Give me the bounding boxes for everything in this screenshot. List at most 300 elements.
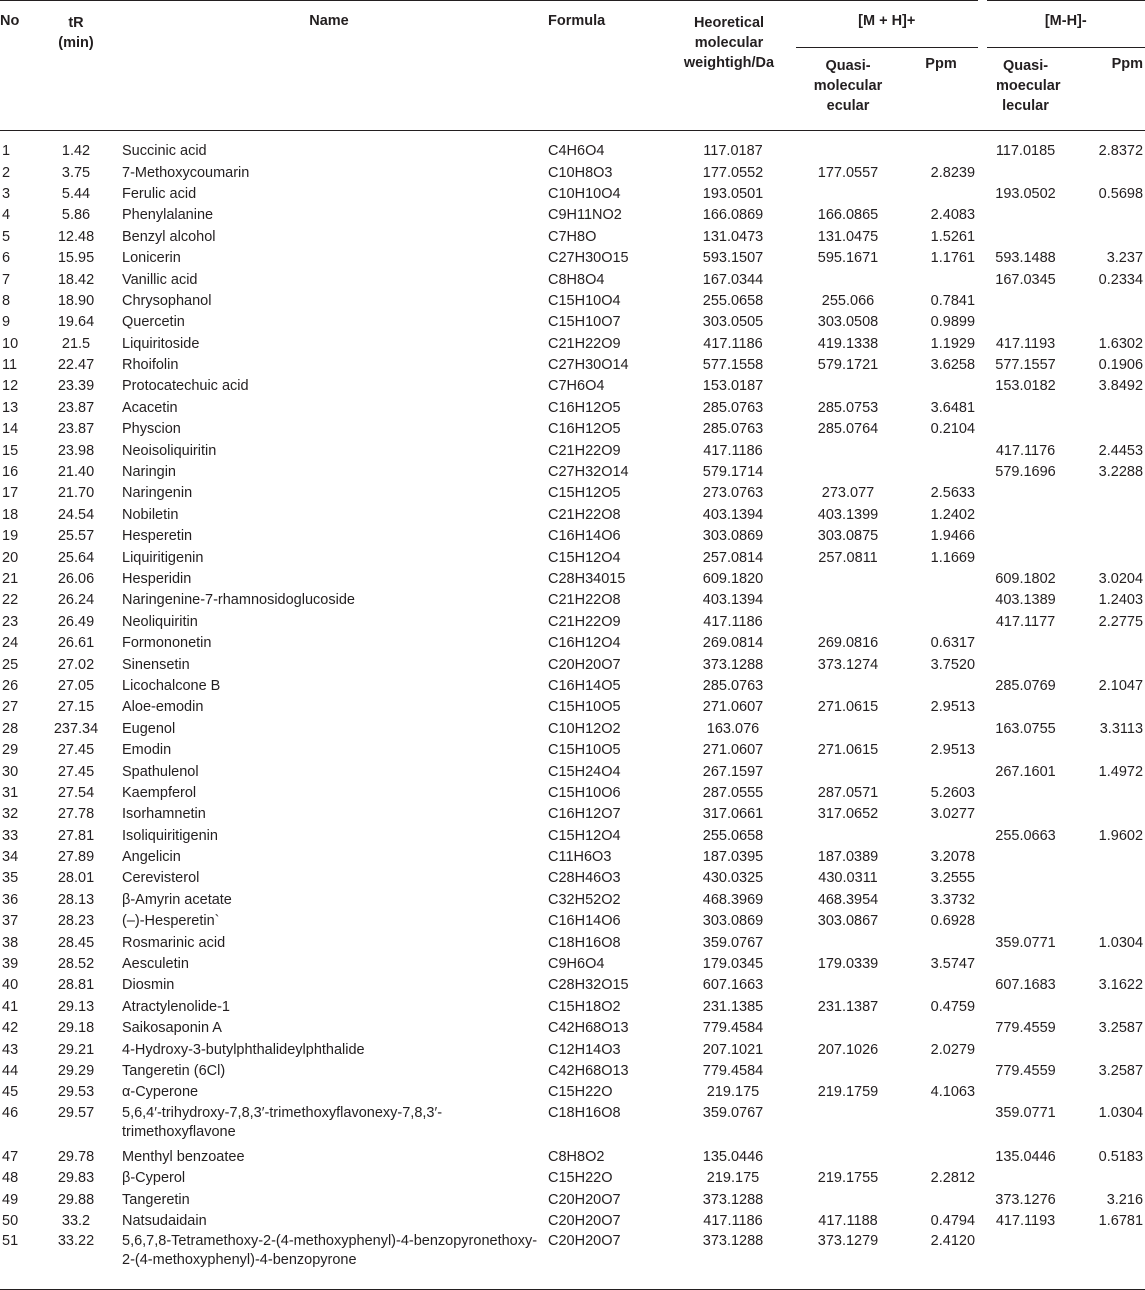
cell-nq (982, 419, 1069, 440)
table-row (0, 248, 1145, 269)
cell-name: Diosmin (122, 977, 175, 994)
cell-nq (982, 697, 1069, 718)
cell-pp (900, 1061, 982, 1082)
cell-name: Neoliquiritin (122, 613, 198, 630)
cell-np (1069, 547, 1145, 568)
header-formula: Formula (548, 1, 662, 131)
cell-mw: 153.0187 (702, 378, 764, 395)
cell-name: 5,6,7,8-Tetramethoxy-2-(4-methoxyphenyl)-4-benzopyronethoxy-2-(4-methoxyphenyl)-4-benzopyrone (122, 1233, 538, 1269)
cell-nq (982, 547, 1069, 568)
cell-mw: 359.0767 (702, 934, 764, 951)
cell-formula: C8H8O4 (548, 271, 605, 288)
cell-pq: 468.3954 (817, 891, 879, 908)
cell-tr: 5.86 (61, 207, 91, 224)
table-row (0, 547, 1145, 568)
cell-pp (900, 719, 982, 740)
cell-tr: 29.57 (57, 1104, 95, 1121)
table-row (0, 184, 1145, 205)
cell-mw: 257.0814 (702, 549, 764, 566)
cell-tr: 29.88 (57, 1191, 95, 1208)
cell-formula: C20H20O7 (548, 1233, 621, 1250)
table-row (0, 205, 1145, 226)
cell-mw: 303.0505 (702, 314, 764, 331)
cell-pq (796, 569, 900, 590)
cell-name: Angelicin (122, 849, 181, 866)
cell-nq (982, 911, 1069, 932)
cell-tr: 25.64 (57, 549, 95, 566)
cell-name: Naringin (122, 464, 176, 481)
cell-np (1069, 483, 1145, 504)
cell-name: Aesculetin (122, 956, 189, 973)
cell-pp: 1.1761 (930, 250, 976, 267)
cell-nq (982, 1232, 1069, 1289)
cell-tr: 26.61 (57, 635, 95, 652)
cell-no: 3 (2, 185, 11, 202)
cell-no: 40 (2, 977, 19, 994)
cell-mw: 131.0473 (702, 228, 764, 245)
cell-tr: 29.53 (57, 1084, 95, 1101)
cell-tr: 1.42 (61, 143, 91, 160)
cell-name: Menthyl benzoatee (122, 1148, 245, 1165)
cell-name: Naringenine-7-rhamnosidoglucoside (122, 592, 355, 609)
cell-nq (982, 291, 1069, 312)
cell-mw: 609.1820 (702, 571, 764, 587)
header-mw: Heoretical molecular weightigh/Da (662, 1, 796, 131)
cell-nq: 417.1176 (995, 442, 1056, 459)
cell-name: β-Amyrin acetate (122, 891, 232, 908)
table-row (0, 505, 1145, 526)
cell-pq: 271.0615 (817, 699, 879, 716)
cell-nq (982, 505, 1069, 526)
cell-np: 1.6302 (1098, 335, 1144, 352)
cell-mw: 219.175 (706, 1170, 760, 1187)
cell-pq (796, 612, 900, 633)
cell-mw: 177.0552 (702, 164, 764, 181)
cell-tr: 26.06 (57, 571, 95, 587)
cell-formula: C28H46O3 (548, 870, 621, 887)
cell-name: Liquiritigenin (122, 549, 204, 566)
cell-pq: 303.0875 (817, 528, 879, 545)
cell-pp (900, 462, 982, 483)
cell-tr: 27.54 (57, 784, 95, 801)
cell-pp: 4.1063 (930, 1084, 976, 1101)
cell-tr: 21.5 (61, 335, 91, 352)
cell-nq (982, 526, 1069, 547)
cell-pp (900, 269, 982, 290)
cell-nq (982, 227, 1069, 248)
header-tr (42, 1, 110, 131)
cell-pq: 373.1279 (817, 1233, 879, 1250)
cell-tr: 21.40 (57, 464, 95, 481)
cell-np: 3.1622 (1098, 977, 1144, 994)
cell-name: Formononetin (122, 635, 212, 652)
cell-tr: 15.95 (57, 250, 95, 267)
cell-formula: C21H22O9 (548, 335, 621, 352)
cell-no: 20 (2, 549, 19, 566)
header-pos-quasi: Quasi-molecular ecular (796, 48, 900, 131)
cell-pq: 430.0311 (818, 870, 878, 887)
cell-tr: 27.81 (57, 827, 95, 844)
cell-tr: 28.13 (57, 891, 95, 908)
cell-tr: 29.29 (57, 1062, 95, 1079)
cell-np (1069, 633, 1145, 654)
cell-tr: 29.18 (57, 1020, 95, 1037)
cell-pp (900, 932, 982, 953)
table-row (0, 398, 1145, 419)
cell-no: 48 (2, 1170, 19, 1187)
cell-no: 6 (2, 250, 11, 267)
cell-formula: C16H12O5 (548, 399, 621, 416)
table-row (0, 355, 1145, 376)
cell-no: 46 (2, 1104, 19, 1121)
cell-pq: 595.1671 (817, 250, 879, 267)
cell-name: 7-Methoxycoumarin (122, 164, 250, 181)
cell-pq: 231.1387 (817, 998, 879, 1015)
table-row (0, 612, 1145, 633)
cell-pp (900, 1147, 982, 1168)
cell-no: 8 (2, 292, 11, 309)
cell-nq (982, 740, 1069, 761)
cell-mw: 317.0661 (702, 806, 764, 823)
cell-mw: 430.0325 (702, 870, 764, 887)
cell-no: 18 (2, 506, 19, 523)
cell-np (1069, 1232, 1145, 1289)
cell-np: 1.2403 (1098, 592, 1144, 609)
table-row (0, 376, 1145, 397)
cell-name: Atractylenolide-1 (122, 998, 230, 1015)
cell-pq: 285.0753 (817, 399, 879, 416)
table-row (0, 654, 1145, 675)
cell-no: 7 (2, 271, 11, 288)
cell-pq: 317.0652 (817, 806, 879, 823)
cell-formula: C32H52O2 (548, 891, 621, 908)
cell-nq: 577.1557 (995, 357, 1056, 374)
cell-pp: 3.6258 (930, 357, 976, 374)
cell-name: Ferulic acid (122, 185, 197, 202)
cell-np: 1.0304 (1098, 934, 1144, 951)
cell-no: 36 (2, 891, 19, 908)
cell-mw: 255.0658 (702, 827, 764, 844)
table-row (0, 676, 1145, 697)
table-row (0, 697, 1145, 718)
cell-np (1069, 911, 1145, 932)
cell-no: 4 (2, 207, 11, 224)
cell-name: Cerevisterol (122, 870, 200, 887)
cell-nq: 373.1276 (995, 1191, 1056, 1208)
cell-tr: 12.48 (57, 228, 95, 245)
cell-mw: 403.1394 (702, 592, 764, 609)
cell-mw: 219.175 (706, 1084, 760, 1101)
cell-pq: 187.0389 (817, 849, 879, 866)
cell-mw: 303.0869 (702, 913, 764, 930)
cell-pq (796, 462, 900, 483)
cell-nq: 167.0345 (995, 271, 1056, 288)
cell-pq (796, 131, 900, 163)
cell-name: Lonicerin (122, 250, 181, 267)
cell-formula: C28H34015 (548, 571, 626, 587)
cell-np (1069, 162, 1145, 183)
cell-mw: 269.0814 (702, 635, 764, 652)
cell-np: 0.5183 (1098, 1148, 1144, 1165)
cell-np (1069, 697, 1145, 718)
table-row (0, 847, 1145, 868)
cell-formula: C28H32O15 (548, 977, 629, 994)
cell-tr: 28.52 (57, 956, 95, 973)
cell-pp: 0.2104 (930, 421, 976, 438)
cell-pq (796, 1104, 900, 1147)
cell-pp (900, 590, 982, 611)
cell-pp (900, 184, 982, 205)
cell-pp: 0.4759 (930, 998, 976, 1015)
table-row (0, 483, 1145, 504)
cell-formula: C16H14O6 (548, 913, 621, 930)
table-row (0, 1189, 1145, 1210)
cell-nq: 255.0663 (995, 827, 1056, 844)
cell-name: 5,6,4′-trihydroxy-7,8,3′-trimethoxyflavonexy-7,8,3′-trimethoxyflavone (122, 1104, 443, 1140)
cell-pp (900, 826, 982, 847)
cell-formula: C20H20O7 (548, 1212, 621, 1229)
cell-pp: 1.5261 (930, 228, 976, 245)
cell-np (1069, 783, 1145, 804)
table-row (0, 1082, 1145, 1103)
table-row (0, 868, 1145, 889)
table-row (0, 1061, 1145, 1082)
table-row (0, 1039, 1145, 1060)
table-row (0, 826, 1145, 847)
header-neg-ppm: Ppm (1069, 48, 1145, 131)
cell-name: Benzyl alcohol (122, 228, 216, 245)
cell-mw: 359.0767 (702, 1104, 764, 1121)
table-row (0, 590, 1145, 611)
cell-np (1069, 1039, 1145, 1060)
cell-pq: 255.066 (821, 292, 875, 309)
cell-tr: 28.01 (57, 870, 95, 887)
cell-no: 24 (2, 635, 19, 652)
cell-no: 44 (2, 1062, 19, 1079)
cell-np: 0.1906 (1098, 357, 1144, 374)
table-row (0, 761, 1145, 782)
cell-np (1069, 205, 1145, 226)
cell-np (1069, 312, 1145, 333)
cell-name: Emodin (122, 742, 172, 759)
cell-pq (796, 761, 900, 782)
cell-tr: 26.24 (57, 592, 95, 609)
cell-np (1069, 890, 1145, 911)
cell-pq: 207.1026 (817, 1041, 879, 1058)
cell-tr: 24.54 (57, 506, 95, 523)
cell-name: Physcion (122, 421, 181, 438)
cell-mw: 285.0763 (702, 399, 764, 416)
cell-name: Quercetin (122, 314, 185, 331)
cell-pq: 303.0508 (817, 314, 879, 331)
cell-pp: 0.7841 (930, 292, 976, 309)
cell-name: Saikosaponin A (122, 1020, 222, 1037)
cell-pp: 2.9513 (930, 742, 976, 759)
table-row (0, 783, 1145, 804)
cell-no: 35 (2, 870, 19, 887)
table-row (0, 1147, 1145, 1168)
cell-mw: 271.0607 (702, 699, 764, 716)
cell-no: 45 (2, 1084, 19, 1101)
cell-tr: 237.34 (53, 720, 99, 737)
cell-no: 49 (2, 1191, 19, 1208)
header-tr-text: tR (min) (58, 15, 94, 51)
cell-tr: 29.78 (57, 1148, 95, 1165)
cell-formula: C7H8O (548, 228, 597, 245)
cell-pp: 0.9899 (930, 314, 976, 331)
cell-nq: 417.1177 (995, 613, 1056, 630)
cell-mw: 373.1288 (702, 1191, 764, 1208)
cell-nq: 267.1601 (995, 763, 1056, 780)
cell-pp: 3.6481 (930, 399, 976, 416)
cell-tr: 27.15 (57, 699, 95, 716)
cell-mw: 193.0501 (702, 185, 764, 202)
cell-mw: 255.0658 (702, 292, 764, 309)
cell-mw: 468.3969 (702, 891, 764, 908)
cell-pp: 1.9466 (930, 528, 976, 545)
cell-pp: 2.8239 (930, 164, 976, 181)
cell-nq: 417.1193 (995, 1212, 1056, 1229)
table-row (0, 131, 1145, 163)
cell-mw: 417.1186 (703, 613, 763, 630)
cell-name: Isoliquiritigenin (122, 827, 218, 844)
cell-nq (982, 162, 1069, 183)
table-row (0, 740, 1145, 761)
table-row (0, 419, 1145, 440)
cell-np: 1.6781 (1098, 1212, 1144, 1229)
cell-np (1069, 954, 1145, 975)
cell-tr: 29.21 (57, 1041, 95, 1058)
cell-np: 1.0304 (1098, 1104, 1144, 1121)
cell-tr: 5.44 (61, 185, 91, 202)
table-body (0, 131, 1145, 1290)
cell-pp: 3.3732 (930, 891, 976, 908)
cell-formula: C16H12O7 (548, 806, 621, 823)
cell-pp: 2.2812 (930, 1170, 976, 1187)
cell-no: 9 (2, 314, 11, 331)
cell-formula: C20H20O7 (548, 656, 621, 673)
cell-nq: 163.0755 (995, 720, 1056, 737)
cell-np (1069, 868, 1145, 889)
cell-np: 3.237 (1106, 250, 1144, 267)
cell-nq: 153.0182 (995, 378, 1056, 395)
table-header (0, 1, 1145, 131)
cell-tr: 28.81 (57, 977, 95, 994)
cell-pp: 3.0277 (930, 806, 976, 823)
cell-formula: C15H10O6 (548, 784, 621, 801)
cell-pq (796, 590, 900, 611)
cell-formula: C15H22O (548, 1084, 613, 1101)
cell-tr: 25.57 (57, 528, 95, 545)
cell-formula: C11H6O3 (548, 849, 612, 866)
cell-no: 43 (2, 1041, 19, 1058)
cell-tr: 26.49 (57, 613, 95, 630)
cell-pq (796, 826, 900, 847)
cell-mw: 417.1186 (703, 335, 763, 352)
cell-no: 39 (2, 956, 19, 973)
cell-name: Chrysophanol (122, 292, 212, 309)
cell-mw: 231.1385 (702, 998, 764, 1015)
cell-formula: C15H10O5 (548, 742, 621, 759)
cell-name: Neoisoliquiritin (122, 442, 217, 459)
cell-formula: C15H12O5 (548, 485, 621, 502)
cell-mw: 273.0763 (702, 485, 764, 502)
cell-np (1069, 227, 1145, 248)
cell-pp (900, 376, 982, 397)
cell-pq: 219.1759 (817, 1084, 879, 1101)
cell-np (1069, 997, 1145, 1018)
cell-pq (796, 932, 900, 953)
cell-name: Licochalcone B (122, 677, 221, 694)
cell-formula: C16H12O4 (548, 635, 621, 652)
cell-pq (796, 269, 900, 290)
cell-nq: 417.1193 (995, 335, 1056, 352)
cell-pp: 3.2555 (930, 870, 976, 887)
cell-pp: 2.4120 (930, 1233, 976, 1250)
cell-pq (796, 1147, 900, 1168)
cell-no: 16 (2, 464, 19, 481)
cell-nq: 607.1683 (995, 977, 1056, 994)
cell-no: 50 (2, 1212, 19, 1229)
cell-nq: 779.4559 (995, 1062, 1056, 1079)
cell-formula: C12H14O3 (548, 1041, 621, 1058)
cell-no: 22 (2, 592, 19, 609)
cell-formula: C15H24O4 (548, 763, 621, 780)
cell-pq (796, 376, 900, 397)
cell-mw: 135.0446 (702, 1148, 764, 1165)
table-row (0, 440, 1145, 461)
cell-no: 25 (2, 656, 19, 673)
cell-formula: C16H14O5 (548, 677, 621, 694)
header-pos-ppm: Ppm (900, 48, 982, 131)
cell-formula: C15H10O7 (548, 314, 621, 331)
cell-name: (–)-Hesperetin` (122, 913, 220, 930)
cell-formula: C4H6O4 (548, 143, 605, 160)
cell-tr: 27.05 (57, 677, 95, 694)
cell-formula: C21H22O9 (548, 442, 621, 459)
cell-np: 3.0204 (1098, 571, 1144, 587)
cell-mw: 271.0607 (702, 742, 764, 759)
cell-pp (900, 131, 982, 163)
cell-nq (982, 1168, 1069, 1189)
cell-name: Kaempferol (122, 784, 197, 801)
cell-tr: 27.89 (57, 849, 95, 866)
cell-pq (796, 1189, 900, 1210)
cell-no: 21 (2, 571, 19, 587)
cell-no: 12 (2, 378, 19, 395)
cell-np (1069, 398, 1145, 419)
cell-pp: 1.2402 (930, 506, 976, 523)
table-row (0, 569, 1145, 590)
table-row (0, 719, 1145, 740)
cell-nq: 285.0769 (995, 677, 1056, 694)
cell-mw: 303.0869 (702, 528, 764, 545)
cell-np: 1.4972 (1098, 763, 1144, 780)
cell-pq: 269.0816 (817, 635, 879, 652)
header-no: No (0, 1, 42, 131)
cell-np (1069, 1168, 1145, 1189)
cell-pp: 2.9513 (930, 699, 976, 716)
cell-nq (982, 997, 1069, 1018)
cell-tr: 23.87 (57, 399, 95, 416)
cell-mw: 417.1186 (703, 442, 763, 459)
table-row (0, 269, 1145, 290)
cell-name: Protocatechuic acid (122, 378, 249, 395)
cell-nq (982, 398, 1069, 419)
cell-pq: 285.0764 (817, 421, 879, 438)
cell-pp (900, 612, 982, 633)
cell-name: β-Cyperol (122, 1170, 186, 1187)
